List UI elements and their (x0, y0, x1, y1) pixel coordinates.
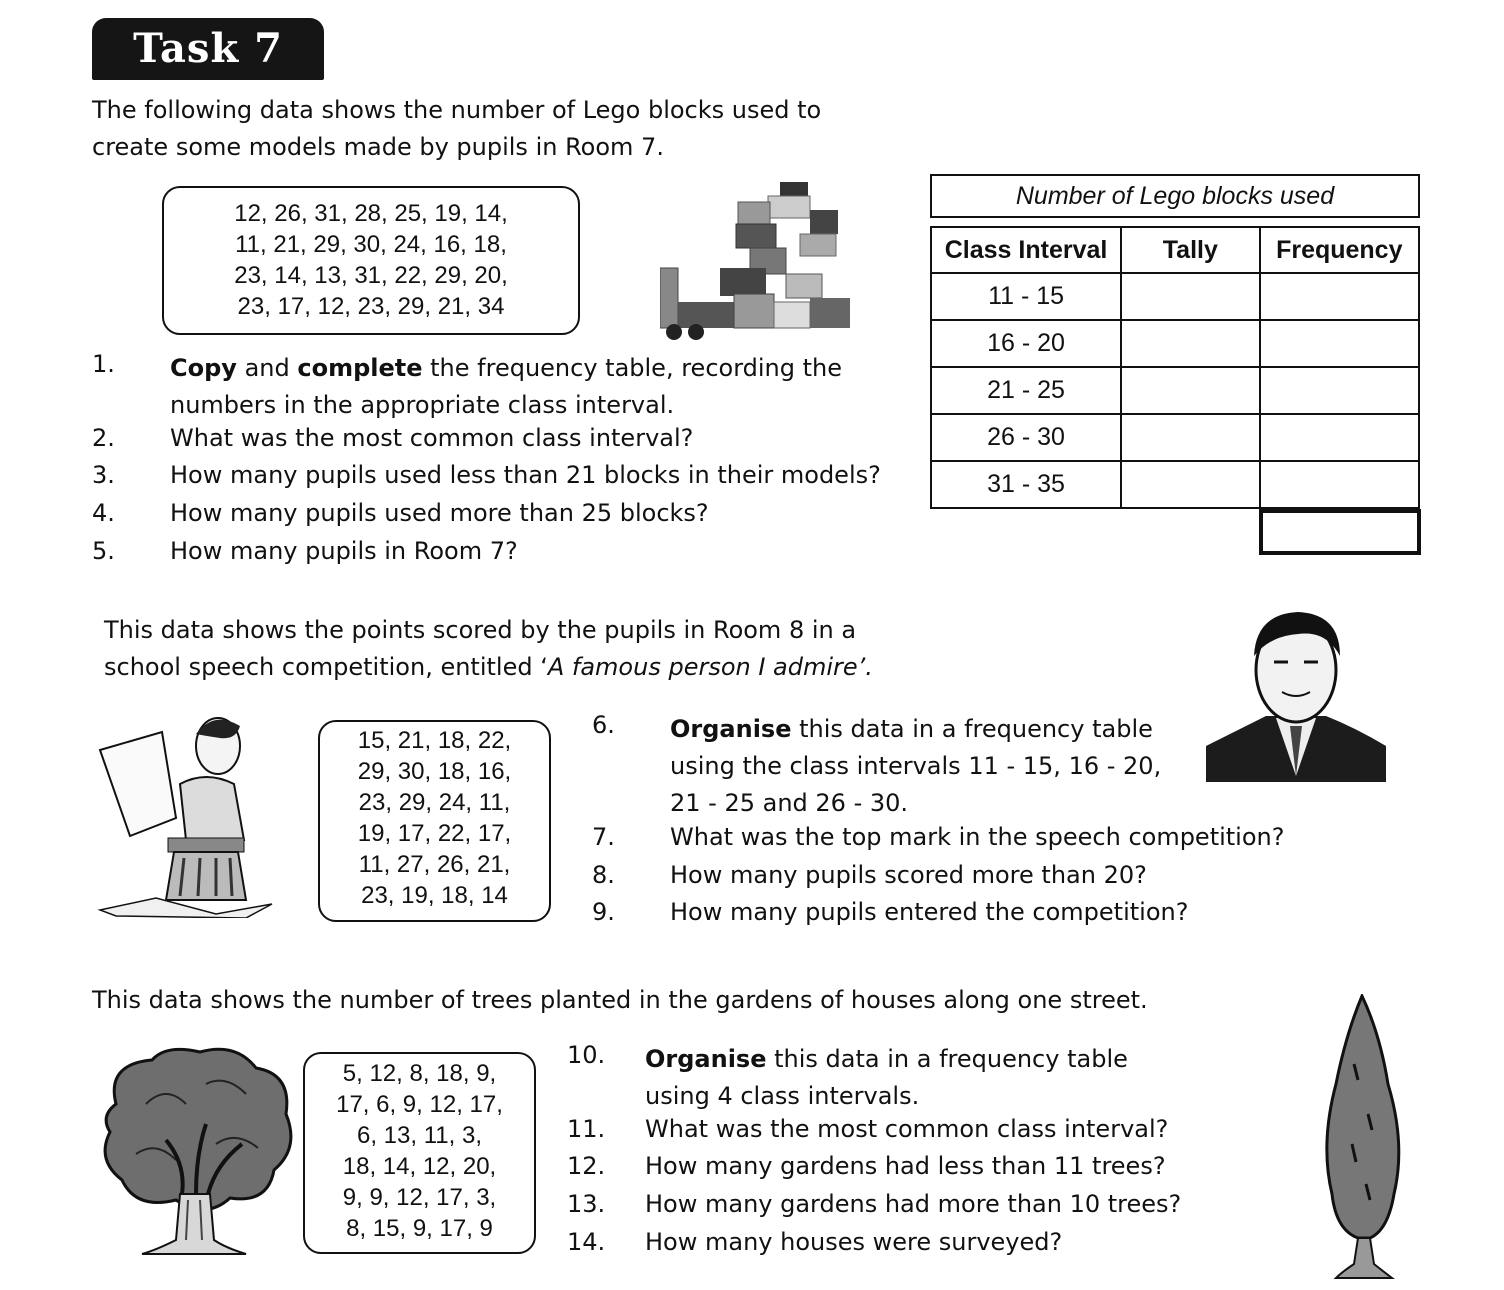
text-span: and (236, 354, 298, 382)
question-text: What was the most common class interval? (170, 424, 694, 452)
question-text: How many pupils used less than 21 blocks in their models? (170, 461, 881, 489)
section1-intro (92, 92, 821, 166)
frequency-cell[interactable] (1260, 367, 1419, 414)
question-13 (567, 1190, 1267, 1227)
data-row: 15, 21, 18, 22, (357, 727, 512, 754)
question-4 (92, 499, 912, 536)
text-span: the frequency table, recording the (422, 354, 842, 382)
question-text: What was the top mark in the speech competition? (670, 823, 1285, 851)
frequency-cell[interactable] (1260, 273, 1419, 320)
question-number: 4. (92, 499, 115, 527)
frequency-cell[interactable] (1260, 320, 1419, 367)
question-text (170, 350, 842, 424)
data-row: 11, 27, 26, 21, (358, 851, 511, 878)
question-number: 13. (567, 1190, 606, 1218)
question-text: How many pupils scored more than 20? (670, 861, 1147, 889)
data-row: 5, 12, 8, 18, 9, (342, 1060, 497, 1087)
question-9 (592, 898, 1392, 935)
text-span: using the class intervals 11 - 15, 16 - 20, (670, 752, 1162, 780)
question-number: 9. (592, 898, 615, 926)
data-row: 23, 19, 18, 14 (361, 882, 508, 909)
text-span: this data in a frequency table (766, 1045, 1128, 1073)
question-text: How many pupils in Room 7? (170, 537, 518, 565)
question-text: How many pupils entered the competition? (670, 898, 1189, 926)
column-header: Tally (1121, 227, 1259, 273)
text-span: school speech competition, entitled ‘ (104, 653, 548, 681)
text-span: this data in a frequency table (791, 715, 1153, 743)
bold-word: Copy (170, 354, 237, 382)
intro-line: The following data shows the number of Lego blocks used to (92, 96, 822, 124)
table-header-row (931, 227, 1419, 273)
question-number: 7. (592, 823, 615, 851)
section3-intro (92, 982, 1148, 1019)
data-row: 23, 17, 12, 23, 29, 21, 34 (237, 293, 505, 320)
frequency-cell[interactable] (1260, 461, 1419, 508)
intro-line (104, 649, 873, 686)
question-number: 6. (592, 711, 615, 739)
question-6 (592, 711, 1212, 822)
data-row: 6, 13, 11, 3, (357, 1122, 482, 1149)
question-number: 8. (592, 861, 615, 889)
bold-word: complete (297, 354, 423, 382)
question-number: 5. (92, 537, 115, 565)
text-span: 21 - 25 and 26 - 30. (670, 789, 909, 817)
tally-cell[interactable] (1121, 414, 1259, 461)
question-text: What was the most common class interval? (645, 1115, 1169, 1143)
data-row: 29, 30, 18, 16, (357, 758, 512, 785)
data-row: 19, 17, 22, 17, (357, 820, 512, 847)
class-interval-cell: 16 - 20 (931, 320, 1121, 367)
tally-cell[interactable] (1121, 320, 1259, 367)
question-text (670, 711, 1161, 822)
question-number: 14. (567, 1228, 606, 1256)
cypress-tree-illustration (1322, 994, 1406, 1280)
intro-line: This data shows the points scored by the pupils in Room 8 in a (104, 616, 857, 644)
question-7 (592, 823, 1392, 860)
portrait-illustration (1206, 606, 1386, 782)
question-number: 11. (567, 1115, 606, 1143)
question-text: How many houses were surveyed? (645, 1228, 1063, 1256)
task-title: Task 7 (92, 18, 324, 80)
question-8 (592, 861, 1392, 898)
lego-data-box (162, 186, 580, 335)
frequency-total-box[interactable] (1259, 509, 1421, 555)
text-span: numbers in the appropriate class interval. (170, 391, 675, 419)
class-interval-cell: 11 - 15 (931, 273, 1121, 320)
data-row: 23, 14, 13, 31, 22, 29, 20, (234, 262, 508, 289)
data-row: 8, 15, 9, 17, 9 (346, 1215, 493, 1242)
class-interval-cell: 26 - 30 (931, 414, 1121, 461)
data-row: 11, 21, 29, 30, 24, 16, 18, (235, 231, 507, 258)
question-text: How many gardens had less than 11 trees? (645, 1152, 1166, 1180)
italic-title: A famous person I admire’. (547, 653, 873, 681)
speech-data-box (318, 720, 551, 922)
speaker-illustration (96, 710, 276, 918)
table-row (931, 273, 1419, 320)
frequency-table (930, 226, 1420, 509)
bold-word: Organise (645, 1045, 767, 1073)
question-text (645, 1041, 1128, 1115)
question-10 (567, 1041, 1227, 1115)
oak-tree-illustration (96, 1044, 296, 1258)
tally-cell[interactable] (1121, 273, 1259, 320)
data-row: 9, 9, 12, 17, 3, (342, 1184, 497, 1211)
class-interval-cell: 31 - 35 (931, 461, 1121, 508)
tally-cell[interactable] (1121, 461, 1259, 508)
question-number: 2. (92, 424, 115, 452)
question-number: 3. (92, 461, 115, 489)
data-row: 23, 29, 24, 11, (358, 789, 511, 816)
lego-blocks-illustration (660, 182, 856, 342)
column-header: Frequency (1260, 227, 1419, 273)
table-row (931, 320, 1419, 367)
section2-intro (104, 612, 873, 686)
question-number: 1. (92, 350, 115, 378)
question-1 (92, 350, 912, 424)
text-span: using 4 class intervals. (645, 1082, 920, 1110)
question-11 (567, 1115, 1267, 1152)
question-12 (567, 1152, 1267, 1189)
intro-line: create some models made by pupils in Room 7. (92, 133, 664, 161)
class-interval-cell: 21 - 25 (931, 367, 1121, 414)
table-row (931, 367, 1419, 414)
table-row (931, 414, 1419, 461)
trees-data-box (303, 1052, 536, 1254)
question-5 (92, 537, 912, 574)
question-text: How many pupils used more than 25 blocks? (170, 499, 709, 527)
question-3 (92, 461, 912, 498)
frequency-cell[interactable] (1260, 414, 1419, 461)
table-row (931, 461, 1419, 508)
data-row: 17, 6, 9, 12, 17, (336, 1091, 503, 1118)
data-row: 12, 26, 31, 28, 25, 19, 14, (234, 200, 508, 227)
data-row: 18, 14, 12, 20, (342, 1153, 497, 1180)
column-header: Class Interval (931, 227, 1121, 273)
question-14 (567, 1228, 1267, 1265)
intro-line: This data shows the number of trees planted in the gardens of houses along one street. (92, 986, 1148, 1014)
question-text: How many gardens had more than 10 trees? (645, 1190, 1182, 1218)
question-number: 12. (567, 1152, 606, 1180)
question-number: 10. (567, 1041, 606, 1069)
bold-word: Organise (670, 715, 792, 743)
tally-cell[interactable] (1121, 367, 1259, 414)
question-2 (92, 424, 912, 461)
table-caption: Number of Lego blocks used (930, 174, 1420, 218)
